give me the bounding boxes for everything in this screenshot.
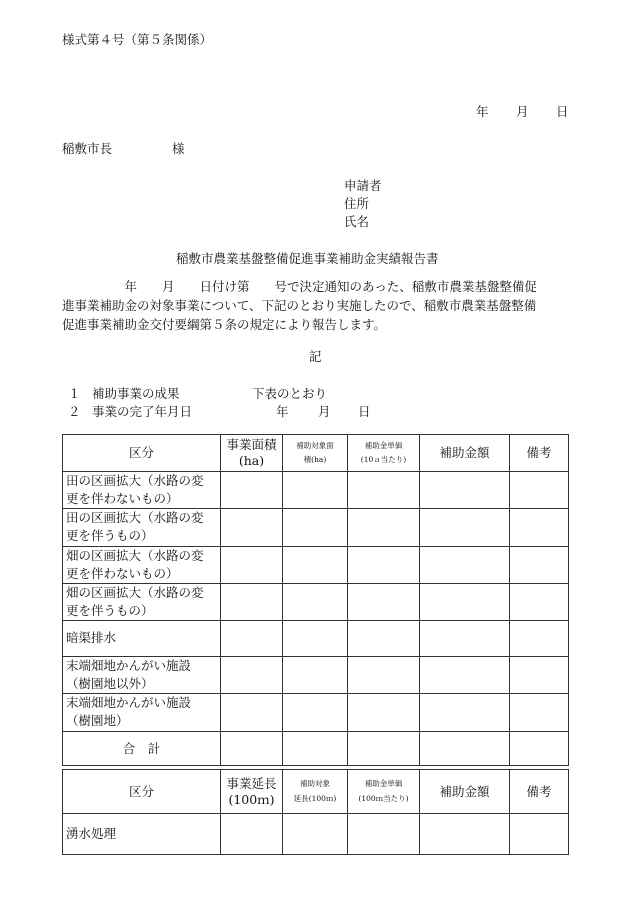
row-label-line: 更を伴わないもの）	[66, 565, 179, 581]
cell[interactable]	[510, 509, 569, 546]
cell[interactable]	[510, 472, 569, 509]
cell[interactable]	[348, 814, 420, 855]
cell[interactable]	[348, 694, 420, 731]
row-label-line: 暗渠排水	[66, 630, 117, 646]
cell[interactable]	[283, 694, 348, 731]
header-line: (10ａ当たり)	[360, 455, 407, 464]
header-line: 補助金単価	[364, 440, 403, 450]
row-label-line: 田の区画拡大（水路の変	[66, 510, 204, 526]
body-line: 進事業補助金の対象事業について、下記のとおり実施したので、稲敷市農業基盤整備	[62, 298, 537, 313]
item-label: 補助事業の成果	[92, 386, 180, 401]
row-label-line: 田の区画拡大（水路の変	[66, 473, 204, 488]
row-label	[63, 583, 221, 620]
header-area	[221, 435, 283, 472]
cell[interactable]	[510, 583, 569, 620]
row-label-line: 畑の区画拡大（水路の変	[66, 547, 204, 563]
header-line: 事業延長	[226, 775, 277, 791]
cell[interactable]	[221, 657, 283, 694]
row-label	[63, 621, 221, 657]
header-line: 補助対象	[300, 779, 330, 789]
header-length	[221, 770, 283, 814]
header-line: 延長(100ｍ)	[293, 793, 337, 803]
date-month: 月	[516, 104, 529, 119]
row-label-line: 更を伴うもの）	[66, 528, 154, 544]
cell[interactable]	[221, 583, 283, 620]
header-line: 補助金単価	[364, 779, 403, 789]
cell[interactable]	[221, 731, 283, 765]
body-paragraph	[62, 277, 567, 334]
table-row	[63, 546, 569, 583]
item-day: 日	[358, 404, 371, 419]
applicant-address: 住所	[344, 196, 370, 211]
header-line: 事業面積	[226, 437, 277, 453]
total-label: 合 計	[63, 731, 221, 765]
header-kubun: 区分	[63, 770, 221, 814]
row-label-line: 更を伴わないもの）	[66, 491, 179, 507]
row-label	[63, 546, 221, 583]
cell[interactable]	[420, 509, 510, 546]
cell[interactable]	[283, 621, 348, 657]
cell[interactable]	[283, 731, 348, 765]
header-line: (100ｍ当たり)	[358, 793, 409, 803]
cell[interactable]	[283, 509, 348, 546]
header-unit-price	[348, 770, 420, 814]
table-row	[63, 621, 569, 657]
cell[interactable]	[420, 731, 510, 765]
row-label-line: 末端畑地かんがい施設	[66, 658, 192, 673]
row-label	[63, 509, 221, 546]
cell[interactable]	[348, 583, 420, 620]
cell[interactable]	[510, 731, 569, 765]
cell[interactable]	[510, 657, 569, 694]
cell[interactable]	[420, 694, 510, 731]
date-day: 日	[556, 104, 569, 119]
row-label-line: 末端畑地かんがい施設	[66, 695, 192, 711]
row-label	[63, 657, 221, 694]
cell[interactable]	[221, 472, 283, 509]
cell[interactable]	[348, 509, 420, 546]
cell[interactable]	[283, 583, 348, 620]
row-label-line: 畑の区画拡大（水路の変	[66, 584, 204, 600]
cell[interactable]	[510, 621, 569, 657]
table-header-row	[63, 770, 569, 814]
header-remarks: 備考	[510, 435, 569, 472]
table-row	[63, 472, 569, 509]
cell[interactable]	[420, 621, 510, 657]
cell[interactable]	[221, 546, 283, 583]
applicant-label: 申請者	[344, 178, 382, 193]
header-remarks: 備考	[510, 770, 569, 814]
cell[interactable]	[420, 657, 510, 694]
row-label-line: （樹園地以外）	[66, 676, 154, 692]
cell[interactable]	[510, 814, 569, 855]
addressee-honorific: 様	[172, 141, 185, 156]
item-number: １	[68, 386, 81, 401]
cell[interactable]	[348, 472, 420, 509]
header-amount: 補助金額	[420, 435, 510, 472]
document-title: 稲敷市農業基盤整備促進事業補助金実績報告書	[176, 251, 439, 266]
cell[interactable]	[283, 814, 348, 855]
cell[interactable]	[348, 546, 420, 583]
header-target-length	[283, 770, 348, 814]
cell[interactable]	[221, 694, 283, 731]
header-unit-price	[348, 435, 420, 472]
header-amount: 補助金額	[420, 770, 510, 814]
header-kubun: 区分	[63, 435, 221, 472]
table-row	[63, 694, 569, 731]
cell[interactable]	[283, 546, 348, 583]
cell[interactable]	[348, 731, 420, 765]
body-line: 促進事業補助金交付要綱第５条の規定により報告します。	[62, 317, 387, 332]
cell[interactable]	[510, 694, 569, 731]
results-table-area	[62, 434, 569, 766]
header-line: 積(ha)	[303, 455, 327, 464]
body-line: 年 月 日付け第 号で決定通知のあった、稲敷市農業基盤整備促	[62, 279, 537, 294]
cell[interactable]	[221, 814, 283, 855]
item-label: 事業の完了年月日	[92, 404, 193, 419]
table-row	[63, 583, 569, 620]
date-year: 年	[476, 104, 489, 119]
row-label: 湧水処理	[63, 814, 221, 855]
results-table-length	[62, 769, 569, 855]
table-row	[63, 657, 569, 694]
row-label-line: （樹園地）	[66, 713, 129, 729]
table-row	[63, 509, 569, 546]
header-line: (100ｍ)	[228, 791, 275, 807]
cell[interactable]	[510, 546, 569, 583]
addressee-name: 稲敷市長	[62, 141, 113, 156]
cell[interactable]	[283, 472, 348, 509]
ki-heading: 記	[309, 349, 322, 364]
row-label	[63, 472, 221, 509]
table-header-row	[63, 435, 569, 472]
total-row	[63, 731, 569, 765]
form-label: 様式第４号（第５条関係）	[62, 32, 213, 47]
applicant-name: 氏名	[344, 214, 370, 229]
header-target-area	[283, 435, 348, 472]
header-line: 補助対象面	[296, 440, 334, 450]
item-month: 月	[318, 404, 331, 419]
item-year: 年	[276, 404, 289, 419]
cell[interactable]	[221, 509, 283, 546]
cell[interactable]	[221, 621, 283, 657]
cell[interactable]	[283, 657, 348, 694]
cell[interactable]	[348, 621, 420, 657]
header-line: (ha)	[238, 453, 265, 468]
row-label-line: 更を伴うもの）	[66, 602, 154, 618]
cell[interactable]	[420, 814, 510, 855]
row-label	[63, 694, 221, 731]
cell[interactable]	[420, 583, 510, 620]
table-row	[63, 814, 569, 855]
item-number: ２	[68, 404, 81, 419]
cell[interactable]	[420, 472, 510, 509]
cell[interactable]	[348, 657, 420, 694]
cell[interactable]	[420, 546, 510, 583]
item-value: 下表のとおり	[252, 386, 328, 401]
